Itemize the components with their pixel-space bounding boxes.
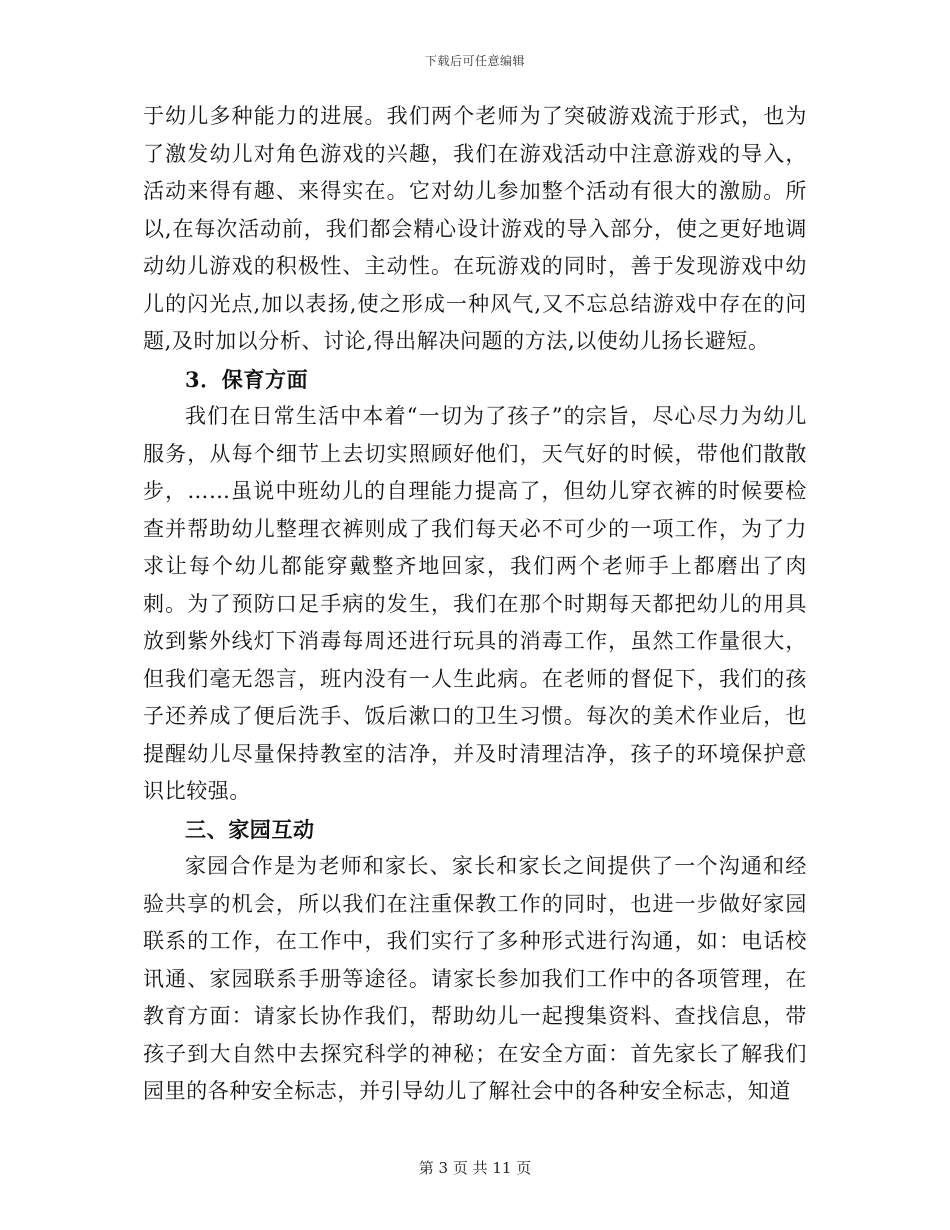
section-heading-care: 3．保育方面: [185, 366, 309, 392]
paragraph-games: 于幼儿多种能力的进展。我们两个老师为了突破游戏流于形式，也为了激发幼儿对角色游戏的兴趣，我们在游戏活动中注意游戏的导入，活动来得有趣、来得实在。它对幼儿参加整个活动有很大的激励。所以,在每次活动前，我们都会精心设计游戏的导入部分，使之更好地调动幼儿游戏的积极性、主动性。在玩游戏的同时，善于发现游戏中幼儿的闪光点,加以表扬,使之形成一种风气,又不忘总结游戏中存在的问题,及时加以分析、讨论,得出解决问题的方法,以使幼儿扬长避短。: [143, 104, 807, 353]
paragraph-care: 我们在日常生活中本着“一切为了孩子”的宗旨，尽心尽力为幼儿服务，从每个细节上去切实照顾好他们，天气好的时候，带他们散散步，……虽说中班幼儿的自理能力提高了，但幼儿穿衣裤的时候要检查并帮助幼儿整理衣裤则成了我们每天必不可少的一项工作，为了力求让每个幼儿都能穿戴整齐地回家，我们两个老师手上都磨出了肉刺。为了预防口足手病的发生，我们在那个时期每天都把幼儿的用具放到紫外线灯下消毒每周还进行玩具的消毒工作，虽然工作量很大，但我们毫无怨言，班内没有一人生此病。在老师的督促下，我们的孩子还养成了便后洗手、饭后漱口的卫生习惯。每次的美术作业后，也提醒幼儿尽量保持教室的洁净，并及时清理洁净，孩子的环境保护意识比较强。: [143, 404, 807, 803]
paragraph-home-school: 家园合作是为老师和家长、家长和家长之间提供了一个沟通和经验共享的机会，所以我们在注重保教工作的同时，也进一步做好家园联系的工作，在工作中，我们实行了多种形式进行沟通，如：电话校讯通、家园联系手册等途径。请家长参加我们工作中的各项管理，在教育方面：请家长协作我们，帮助幼儿一起搜集资料、查找信息，带孩子到大自然中去探究科学的神秘；在安全方面：首先家长了解我们园里的各种安全标志，并引导幼儿了解社会中的各种安全标志，知道: [143, 854, 807, 1103]
document-body: [143, 98, 807, 1111]
section-heading-home-school: 三、家园互动: [185, 816, 315, 842]
page-header: 下载后可任意编辑: [424, 54, 525, 68]
page-number: 第 3 页 共 11 页: [418, 1159, 532, 1177]
